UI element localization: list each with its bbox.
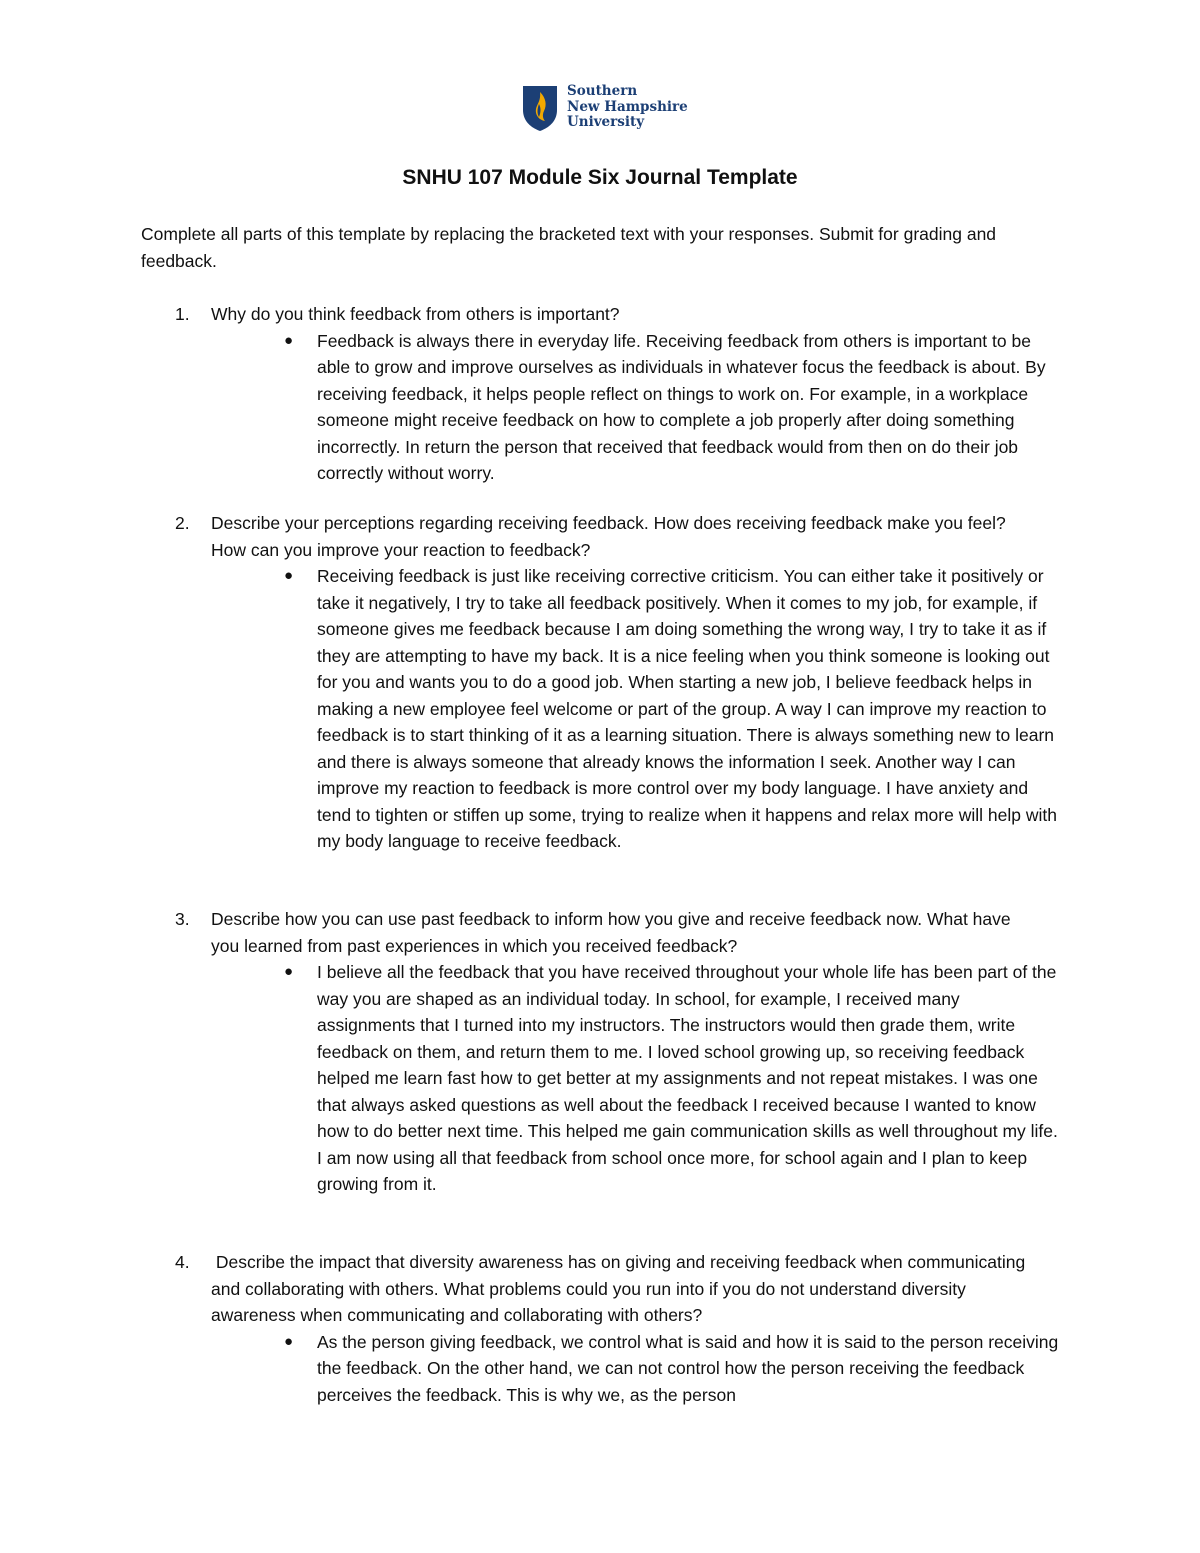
answer-text: I believe all the feedback that you have received throughout your whole life has been part of the way you are shaped as an individual today. In school, for example, I received many assignments that I turned into my instructors. The instructors would then grade them, write feedback on them, and return them to me. I loved school growing up, so receiving feedback helped me learn fast how to get better at my assignments and not repeat mistakes. I was one that always asked questions as well about the feedback I received because I wanted to know how to do better next time. This helped me gain communication skills as well throughout my life. I am now using all that feedback from school once more, for school again and I plan to keep growing from it. xyxy=(317,962,1058,1194)
university-name xyxy=(567,84,692,131)
answer-item xyxy=(284,1329,1061,1409)
question-text: Describe how you can use past feedback to inform how you give and receive feedback now. What have you learned from past experiences in which you received feedback? xyxy=(211,909,1011,956)
question-2 xyxy=(141,510,1061,855)
question-text: Why do you think feedback from others is important? xyxy=(211,304,620,324)
question-4 xyxy=(141,1249,1061,1408)
question-3 xyxy=(141,906,1061,1198)
bullet-icon: ● xyxy=(284,567,294,584)
bullet-icon: ● xyxy=(284,1332,294,1350)
answer-item xyxy=(284,563,1061,855)
bullet-icon: ● xyxy=(284,963,294,980)
snhu-logo xyxy=(520,84,690,134)
question-number: 1. xyxy=(175,304,190,324)
bullet-icon: ● xyxy=(284,331,294,349)
answer-item xyxy=(284,328,1061,487)
logo-line-1: Southern xyxy=(567,83,638,99)
intro-paragraph: Complete all parts of this template by replacing the bracketed text with your responses. Submit for grading and feedback. xyxy=(141,224,997,271)
question-text: Describe your perceptions regarding receiving feedback. How does receiving feedback make you feel? How can you improve your reaction to feedback? xyxy=(211,513,1006,560)
shield-flame-icon xyxy=(520,84,560,132)
question-text: Describe the impact that diversity awareness has on giving and receiving feedback when communicating and collaborating with others. What problems could you run into if you do not understand diversity awareness when communicating and collaborating with others? xyxy=(211,1252,1031,1325)
question-1 xyxy=(141,301,1061,487)
answer-text: As the person giving feedback, we control what is said and how it is said to the person receiving the feedback. On the other hand, we can not control how the person receiving the feedback perceives the feedback. This is why we, as the person xyxy=(317,1331,1059,1405)
question-number: 3. xyxy=(175,909,190,929)
question-number: 2. xyxy=(175,513,190,533)
logo-line-3: University xyxy=(567,114,645,130)
answer-item xyxy=(284,959,1061,1198)
document-title: SNHU 107 Module Six Journal Template xyxy=(402,166,798,189)
question-number: 4. xyxy=(175,1252,190,1272)
logo-line-2: New Hampshire xyxy=(567,98,688,115)
answer-text: Receiving feedback is just like receiving corrective criticism. You can either take it positively or take it negatively, I try to take all feedback positively. When it comes to my job, for example, if someone gives me feedback because I am doing something the wrong way, I try to take it as if they are attempting to have my back. It is a nice feeling when you think someone is looking out for you and wants you to do a good job. When starting a new job, I believe feedback helps in making a new employee feel welcome or part of the group. A way I can improve my reaction to feedback is to start thinking of it as a learning situation. There is always something new to learn and there is always someone that already knows the information I seek. Another way I can improve my reaction to feedback is more control over my body language. I have anxiety and tend to tighten or stiffen up some, trying to realize when it happens and relax more will help with my body language to receive feedback. xyxy=(317,566,1057,851)
answer-text: Feedback is always there in everyday life. Receiving feedback from others is important to be able to grow and improve ourselves as individuals in whatever focus the feedback is about. By receiving feedback, it helps people reflect on things to work on. For example, in a workplace someone might receive feedback on how to complete a job properly after doing something incorrectly. In return the person that received that feedback would from then on do their job correctly without worry. xyxy=(317,330,1046,483)
